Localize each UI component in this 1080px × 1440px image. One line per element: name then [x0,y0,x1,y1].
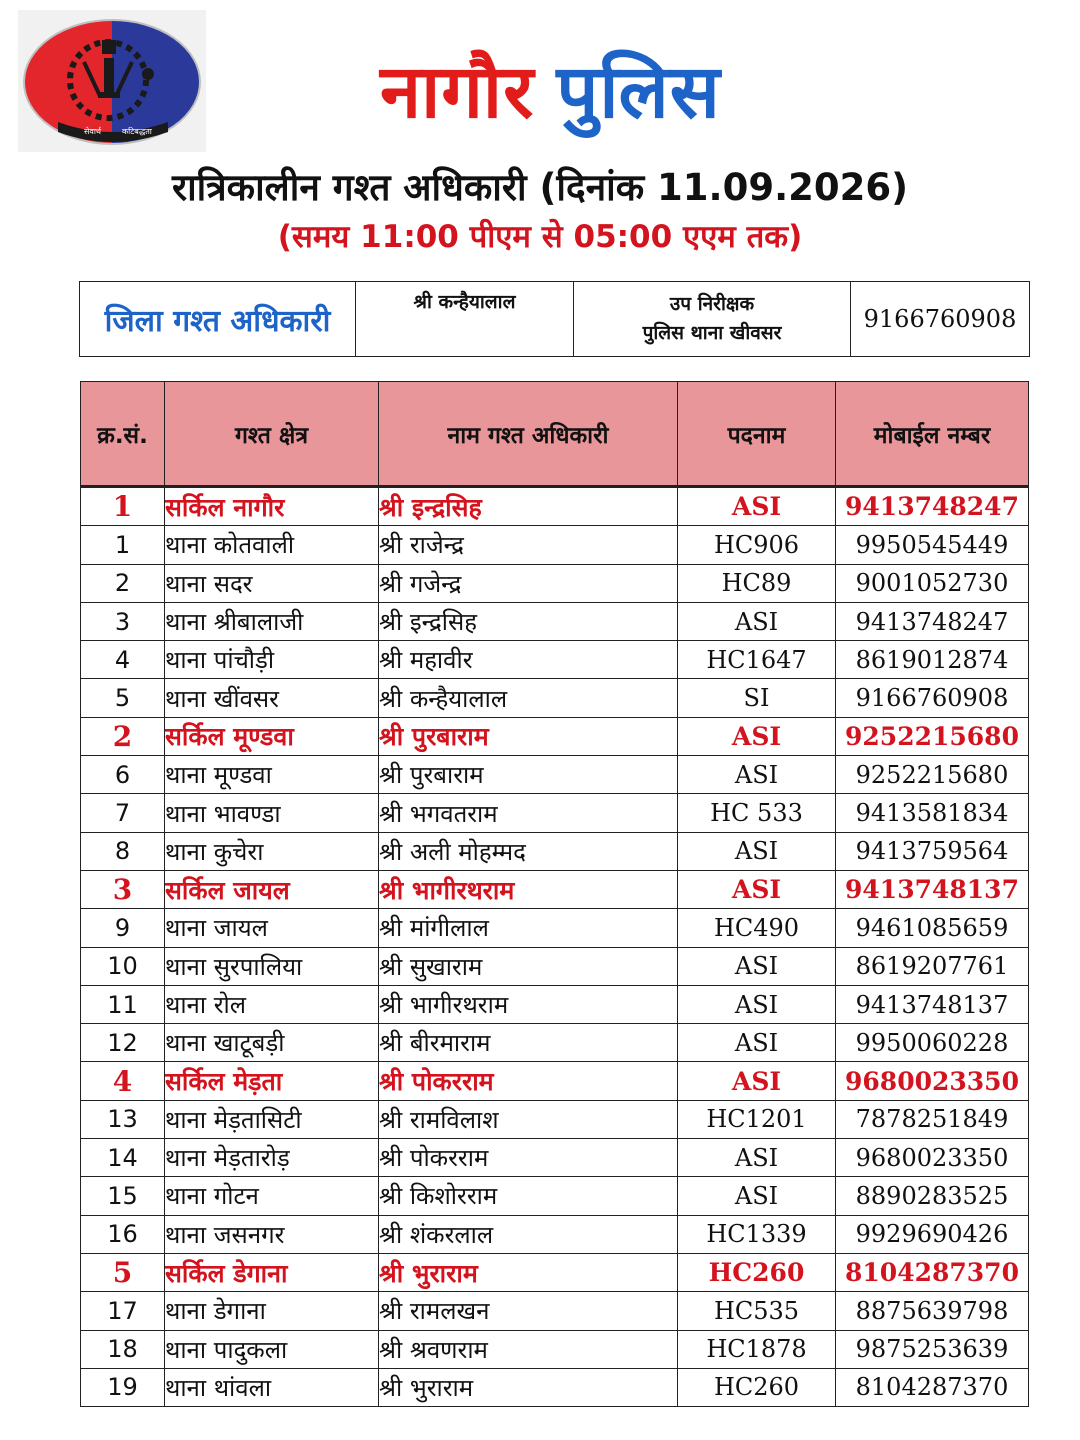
subtitle: रात्रिकालीन गश्त अधिकारी (दिनांक 11.09.2026) [171,166,909,209]
mobile-cell: 9950545449 [836,526,1029,564]
circle-row [81,487,1029,526]
patrol-area-cell: थाना मूण्डवा [165,756,379,794]
table-row [81,756,1029,794]
table-row [81,602,1029,640]
serial-cell: 2 [81,564,165,602]
serial-cell: 6 [81,756,165,794]
patrol-area-cell: थाना थांवला [165,1368,379,1406]
designation-cell: ASI [678,870,836,908]
patrol-area-cell: सर्किल नागौर [165,487,379,526]
designation-cell: HC1339 [678,1215,836,1253]
designation-cell: HC 533 [678,794,836,832]
mobile-cell: 9929690426 [836,1215,1029,1253]
designation-cell: ASI [678,947,836,985]
officer-name-cell: श्री इन्द्रसिह [379,487,678,526]
designation-line-1: उप निरीक्षक [669,293,755,315]
table-row [81,909,1029,947]
circle-row [81,1253,1029,1291]
patrol-area-cell: थाना श्रीबालाजी [165,602,379,640]
table-row [81,985,1029,1023]
officer-name-cell: श्री पुरबाराम [379,717,678,755]
mobile-cell: 8104287370 [836,1368,1029,1406]
designation-cell: HC260 [678,1368,836,1406]
mobile-cell: 9413759564 [836,832,1029,870]
patrol-area-cell: थाना जायल [165,909,379,947]
serial-cell: 5 [81,679,165,717]
serial-cell: 13 [81,1100,165,1138]
designation-cell: HC906 [678,526,836,564]
serial-cell: 3 [81,870,165,908]
table-header-row [81,382,1029,487]
officer-name-cell: श्री बीरमाराम [379,1024,678,1062]
serial-cell: 2 [81,717,165,755]
district-officer-designation [574,282,851,357]
mobile-cell: 8104287370 [836,1253,1029,1291]
patrol-table [80,381,1029,1407]
patrol-area-cell: थाना पांचौड़ी [165,641,379,679]
table-row [81,832,1029,870]
table-row [81,1215,1029,1253]
mobile-cell: 8890283525 [836,1177,1029,1215]
officer-name-cell: श्री राजेन्द्र [379,526,678,564]
officer-name-cell: श्री श्रवणराम [379,1330,678,1368]
title-part-1: नागौर [380,49,535,135]
mobile-cell: 9413748137 [836,985,1029,1023]
designation-cell: HC260 [678,1253,836,1291]
designation-cell: ASI [678,1062,836,1100]
officer-name-cell: श्री भुराराम [379,1253,678,1291]
mobile-cell: 9680023350 [836,1062,1029,1100]
designation-cell: SI [678,679,836,717]
header-officer-name: नाम गश्त अधिकारी [379,382,678,487]
patrol-area-cell: थाना जसनगर [165,1215,379,1253]
patrol-area-cell: सर्किल डेगाना [165,1253,379,1291]
designation-cell: ASI [678,832,836,870]
mobile-cell: 7878251849 [836,1100,1029,1138]
officer-name-cell: श्री भागीरथराम [379,870,678,908]
table-row [81,1330,1029,1368]
serial-cell: 17 [81,1292,165,1330]
table-row [81,1177,1029,1215]
officer-name-cell: श्री मांगीलाल [379,909,678,947]
mobile-cell: 9166760908 [836,679,1029,717]
mobile-cell: 9413748137 [836,870,1029,908]
patrol-area-cell: थाना मेड़तारोड़ [165,1139,379,1177]
police-logo [18,10,206,152]
patrol-area-cell: थाना मेड़तासिटी [165,1100,379,1138]
mobile-cell: 9950060228 [836,1024,1029,1062]
designation-cell: ASI [678,602,836,640]
patrol-area-cell: सर्किल मेड़ता [165,1062,379,1100]
district-officer-table [79,281,1030,357]
officer-name-cell: श्री भागीरथराम [379,985,678,1023]
table-row [81,1024,1029,1062]
serial-cell: 4 [81,1062,165,1100]
mobile-cell: 9875253639 [836,1330,1029,1368]
table-row [81,1100,1029,1138]
header-mobile: मोबाईल नम्बर [836,382,1029,487]
patrol-area-cell: थाना डेगाना [165,1292,379,1330]
officer-name-cell: श्री पुरबाराम [379,756,678,794]
circle-row [81,717,1029,755]
circle-row [81,1062,1029,1100]
designation-cell: HC1201 [678,1100,836,1138]
serial-cell: 18 [81,1330,165,1368]
designation-cell: ASI [678,1177,836,1215]
serial-cell: 14 [81,1139,165,1177]
officer-name-cell: श्री पोकरराम [379,1139,678,1177]
officer-name-cell: श्री सुखाराम [379,947,678,985]
patrol-area-cell: थाना कोतवाली [165,526,379,564]
designation-cell: HC89 [678,564,836,602]
table-row [81,679,1029,717]
mobile-cell: 8875639798 [836,1292,1029,1330]
mobile-cell: 9001052730 [836,564,1029,602]
patrol-area-cell: थाना सुरपालिया [165,947,379,985]
district-officer-label: जिला गश्त अधिकारी [80,282,356,357]
table-row [81,794,1029,832]
header-patrol-area: गश्त क्षेत्र [165,382,379,487]
designation-cell: ASI [678,717,836,755]
logo-text-left: सेवार्थ [84,127,102,136]
title-part-2: पुलिस [556,49,721,135]
table-row [81,526,1029,564]
officer-name-cell: श्री शंकरलाल [379,1215,678,1253]
mobile-cell: 9680023350 [836,1139,1029,1177]
mobile-cell: 8619207761 [836,947,1029,985]
patrol-area-cell: थाना खींवसर [165,679,379,717]
serial-cell: 3 [81,602,165,640]
header-designation: पदनाम [678,382,836,487]
designation-cell: ASI [678,487,836,526]
logo-text-right: कटिबद्धता [122,127,152,136]
header-serial: क्र.सं. [81,382,165,487]
designation-cell: ASI [678,756,836,794]
serial-cell: 12 [81,1024,165,1062]
serial-cell: 7 [81,794,165,832]
officer-name-cell: श्री गजेन्द्र [379,564,678,602]
serial-cell: 11 [81,985,165,1023]
serial-cell: 15 [81,1177,165,1215]
patrol-area-cell: थाना गोटन [165,1177,379,1215]
serial-cell: 5 [81,1253,165,1291]
officer-name-cell: श्री भगवतराम [379,794,678,832]
mobile-cell: 8619012874 [836,641,1029,679]
serial-cell: 8 [81,832,165,870]
patrol-area-cell: थाना खाटूबड़ी [165,1024,379,1062]
patrol-area-cell: थाना भावण्डा [165,794,379,832]
serial-cell: 1 [81,487,165,526]
officer-name-cell: श्री अली मोहम्मद [379,832,678,870]
serial-cell: 16 [81,1215,165,1253]
table-row [81,1292,1029,1330]
table-row [81,641,1029,679]
circle-row [81,870,1029,908]
serial-cell: 1 [81,526,165,564]
page-title [380,38,820,139]
district-officer-mobile: 9166760908 [851,282,1030,357]
patrol-area-cell: थाना पादुकला [165,1330,379,1368]
serial-cell: 4 [81,641,165,679]
serial-cell: 9 [81,909,165,947]
table-row [81,947,1029,985]
mobile-cell: 9413581834 [836,794,1029,832]
table-row [81,564,1029,602]
mobile-cell: 9252215680 [836,756,1029,794]
designation-cell: ASI [678,1139,836,1177]
designation-cell: ASI [678,985,836,1023]
officer-name-cell: श्री कन्हैयालाल [379,679,678,717]
serial-cell: 10 [81,947,165,985]
district-officer-name: श्री कन्हैयालाल [356,282,574,357]
serial-cell: 19 [81,1368,165,1406]
officer-name-cell: श्री भुराराम [379,1368,678,1406]
officer-name-cell: श्री रामविलाश [379,1100,678,1138]
table-row [81,1368,1029,1406]
mobile-cell: 9461085659 [836,909,1029,947]
designation-line-2: पुलिस थाना खीवसर [642,322,782,344]
officer-name-cell: श्री पोकरराम [379,1062,678,1100]
designation-cell: HC535 [678,1292,836,1330]
officer-name-cell: श्री इन्द्रसिह [379,602,678,640]
time-range: (समय 11:00 पीएम से 05:00 एएम तक) [277,219,803,255]
patrol-area-cell: थाना रोल [165,985,379,1023]
officer-name-cell: श्री महावीर [379,641,678,679]
mobile-cell: 9252215680 [836,717,1029,755]
table-row [81,1139,1029,1177]
patrol-area-cell: सर्किल जायल [165,870,379,908]
patrol-area-cell: थाना सदर [165,564,379,602]
mobile-cell: 9413748247 [836,487,1029,526]
officer-name-cell: श्री रामलखन [379,1292,678,1330]
designation-cell: HC1878 [678,1330,836,1368]
police-emblem-icon [18,10,206,152]
designation-cell: ASI [678,1024,836,1062]
patrol-area-cell: थाना कुचेरा [165,832,379,870]
designation-cell: HC490 [678,909,836,947]
mobile-cell: 9413748247 [836,602,1029,640]
patrol-area-cell: सर्किल मूण्डवा [165,717,379,755]
designation-cell: HC1647 [678,641,836,679]
officer-name-cell: श्री किशोरराम [379,1177,678,1215]
